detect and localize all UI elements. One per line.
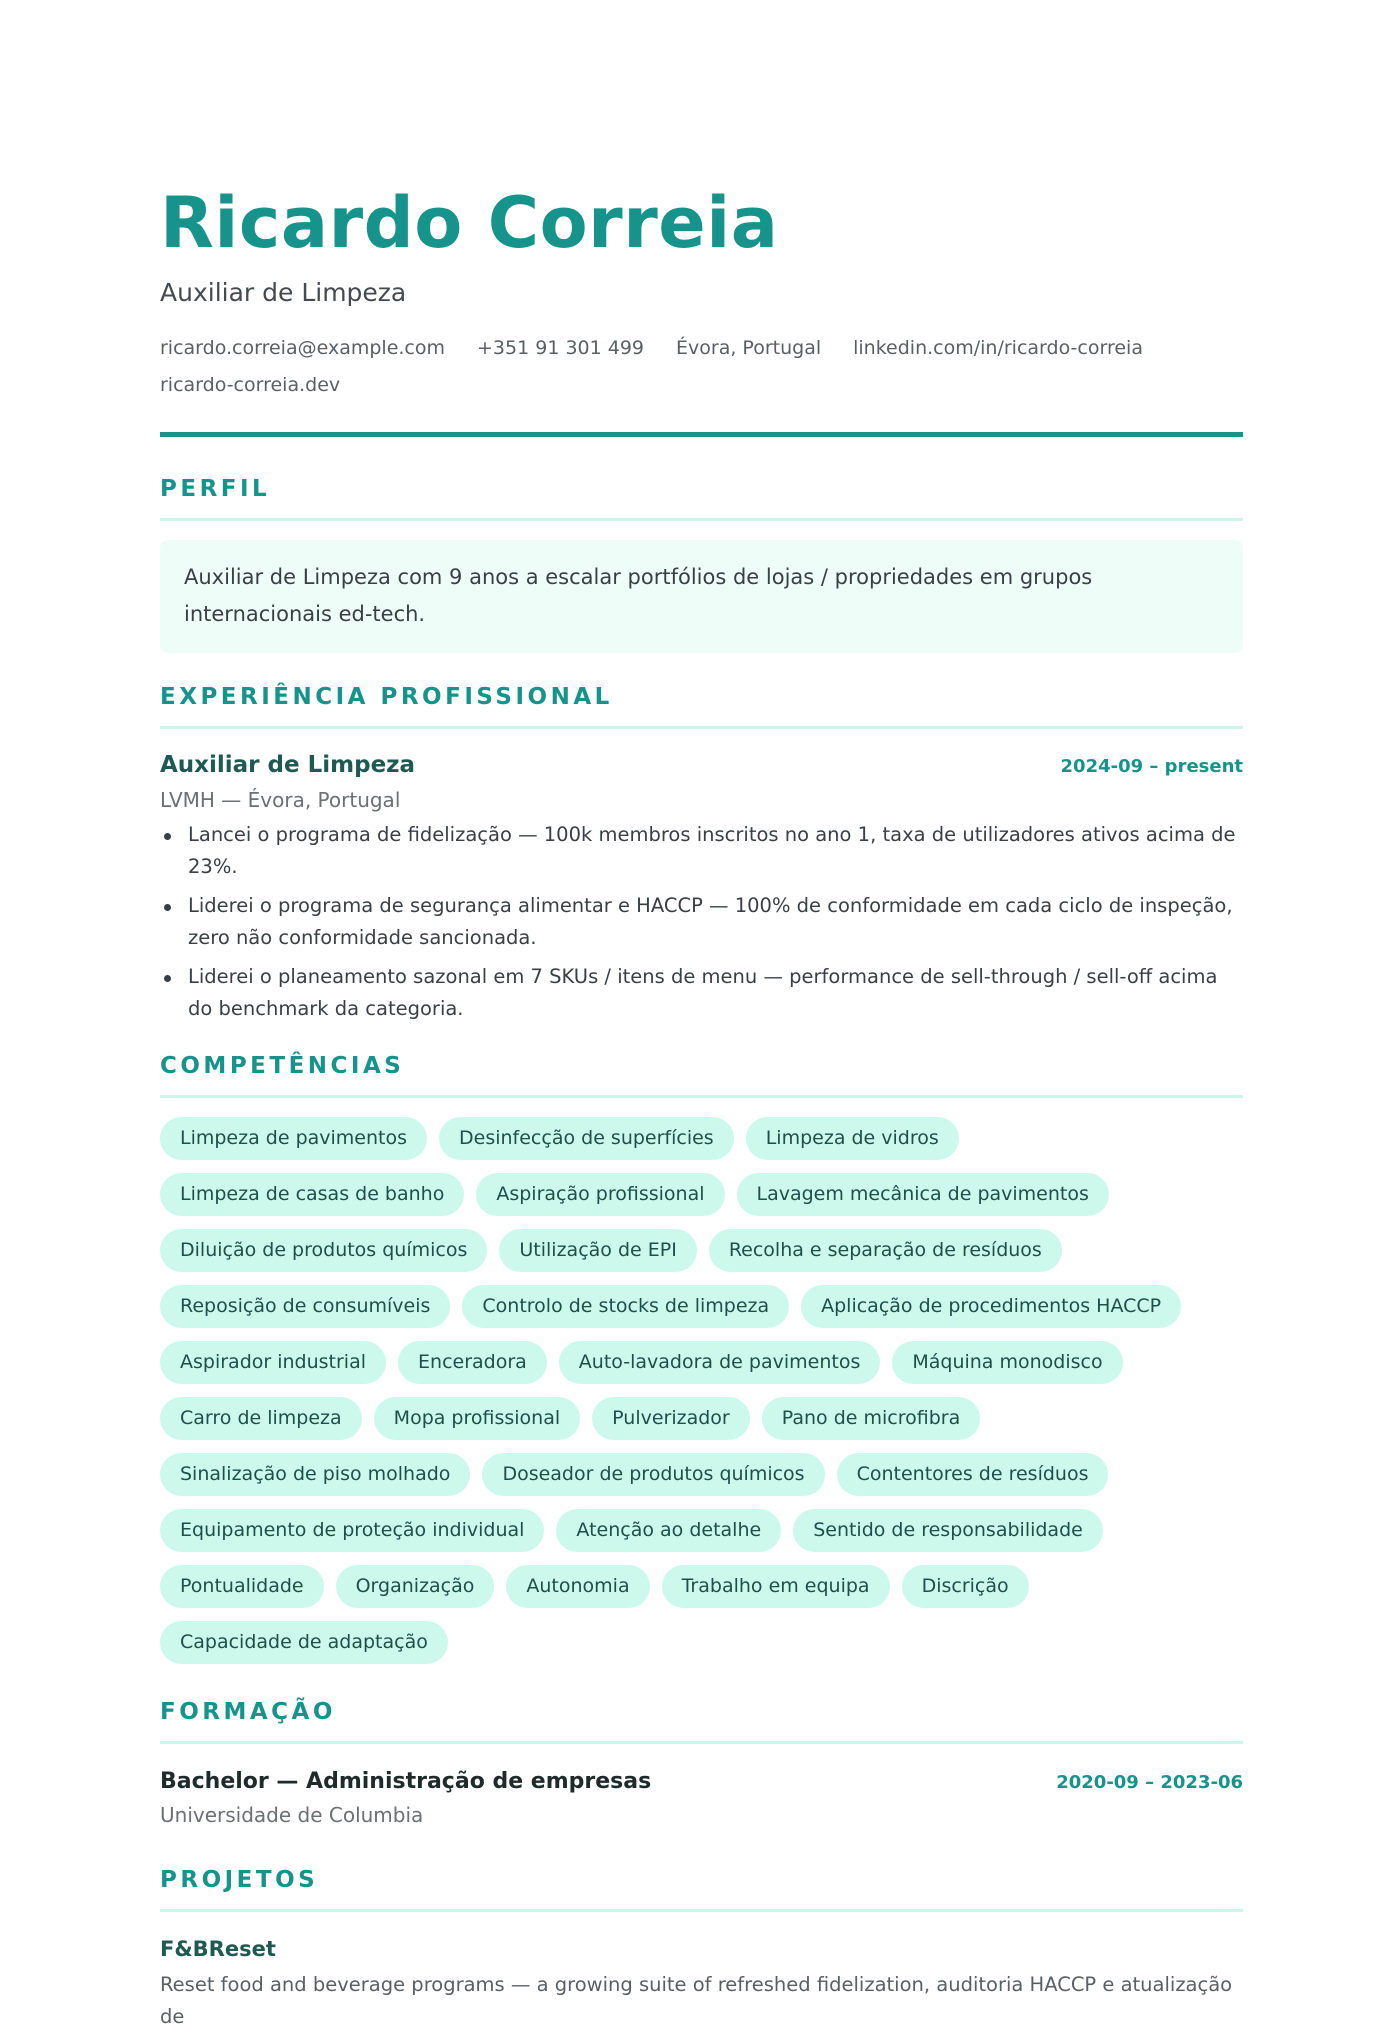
school-name: Universidade de Columbia xyxy=(160,1803,424,1827)
education-heading: FORMAÇÃO xyxy=(160,1699,336,1725)
candidate-name: Ricardo Correia xyxy=(160,182,779,264)
skill-chip: Doseador de produtos químicos xyxy=(482,1453,824,1496)
education-header xyxy=(160,1767,1243,1797)
skill-chip: Pontualidade xyxy=(160,1565,324,1608)
skill-chip: Enceradora xyxy=(398,1341,547,1384)
resume-header xyxy=(160,180,1243,437)
skill-chip: Sinalização de piso molhado xyxy=(160,1453,470,1496)
skill-chip: Aplicação de procedimentos HACCP xyxy=(801,1285,1181,1328)
skill-chip: Autonomia xyxy=(506,1565,649,1608)
section-divider xyxy=(160,726,1243,729)
project-description: Reset food and beverage programs — a growing suite of refreshed fidelization, auditoria HACCP e atualização de xyxy=(160,1973,1233,2028)
skill-chip: Auto-lavadora de pavimentos xyxy=(559,1341,881,1384)
skill-chip: Limpeza de casas de banho xyxy=(160,1173,464,1216)
resume-content xyxy=(160,180,1243,2033)
projects-section xyxy=(160,1865,1243,2033)
skill-chip: Mopa profissional xyxy=(374,1397,580,1440)
skill-chip: Utilização de EPI xyxy=(499,1229,696,1272)
contact-linkedin[interactable]: linkedin.com/in/ricardo-correia xyxy=(853,337,1143,359)
projects-heading: PROJETOS xyxy=(160,1867,319,1893)
section-divider xyxy=(160,1909,1243,1912)
skill-chip: Sentido de responsabilidade xyxy=(793,1509,1103,1552)
skills-section xyxy=(160,1051,1243,1664)
degree-title: Bachelor — Administração de empresas xyxy=(160,1769,652,1794)
education-entry xyxy=(160,1767,1243,1830)
skill-chip: Limpeza de pavimentos xyxy=(160,1117,427,1160)
bullet-dot-icon xyxy=(164,975,171,982)
profile-heading: PERFIL xyxy=(160,476,271,502)
project-name: F&BReset xyxy=(160,1937,276,1961)
skill-chip: Atenção ao detalhe xyxy=(556,1509,781,1552)
skill-chip: Pano de microfibra xyxy=(762,1397,980,1440)
contact-phone[interactable]: +351 91 301 499 xyxy=(477,337,645,359)
achievement-text: Lancei o programa de fidelização — 100k membros inscritos no ano 1, taxa de utilizadores ativos acima de 23%. xyxy=(188,823,1236,878)
skill-chip: Controlo de stocks de limpeza xyxy=(462,1285,789,1328)
skill-chip-list xyxy=(160,1117,1243,1664)
job-achievements xyxy=(160,819,1243,1025)
education-section xyxy=(160,1697,1243,1830)
contact-location: Évora, Portugal xyxy=(676,337,822,359)
education-dates: 2020-09 – 2023-06 xyxy=(1056,1772,1243,1793)
job-header xyxy=(160,749,1243,781)
skill-chip: Recolha e separação de resíduos xyxy=(709,1229,1062,1272)
skill-chip: Contentores de resíduos xyxy=(837,1453,1109,1496)
profile-section xyxy=(160,474,1243,653)
job-company-location: LVMH — Évora, Portugal xyxy=(160,788,401,812)
section-divider xyxy=(160,1095,1243,1098)
achievement-text: Liderei o planeamento sazonal em 7 SKUs / itens de menu — performance de sell-through / sell-off acima do benchmark da categoria. xyxy=(188,965,1218,1020)
skill-chip: Discrição xyxy=(902,1565,1029,1608)
skill-chip: Pulverizador xyxy=(592,1397,750,1440)
header-divider xyxy=(160,432,1243,437)
job-title: Auxiliar de Limpeza xyxy=(160,752,416,778)
section-divider xyxy=(160,1741,1243,1744)
experience-section xyxy=(160,682,1243,1025)
job-entry xyxy=(160,749,1243,1025)
job-dates: 2024-09 – present xyxy=(1060,756,1243,777)
contact-website[interactable]: ricardo-correia.dev xyxy=(160,374,341,396)
skill-chip: Organização xyxy=(336,1565,495,1608)
achievement-item xyxy=(160,890,1243,954)
skill-chip: Trabalho em equipa xyxy=(662,1565,890,1608)
skill-chip: Aspirador industrial xyxy=(160,1341,386,1384)
skill-chip: Capacidade de adaptação xyxy=(160,1621,448,1664)
skill-chip: Aspiração profissional xyxy=(476,1173,724,1216)
achievement-text: Liderei o programa de segurança alimentar e HACCP — 100% de conformidade em cada ciclo de inspeção, zero não conformidade sancionada. xyxy=(188,894,1233,949)
skill-chip: Reposição de consumíveis xyxy=(160,1285,450,1328)
project-entry xyxy=(160,1934,1243,2033)
skills-heading: COMPETÊNCIAS xyxy=(160,1053,405,1079)
skill-chip: Lavagem mecânica de pavimentos xyxy=(737,1173,1109,1216)
achievement-item xyxy=(160,961,1243,1025)
section-divider xyxy=(160,518,1243,521)
skill-chip: Carro de limpeza xyxy=(160,1397,362,1440)
contact-email[interactable]: ricardo.correia@example.com xyxy=(160,337,445,359)
skill-chip: Diluição de produtos químicos xyxy=(160,1229,487,1272)
skill-chip: Limpeza de vidros xyxy=(746,1117,959,1160)
experience-heading: EXPERIÊNCIA PROFISSIONAL xyxy=(160,684,613,710)
bullet-dot-icon xyxy=(164,904,171,911)
profile-summary: Auxiliar de Limpeza com 9 anos a escalar portfólios de lojas / propriedades em grupos internacionais ed-tech. xyxy=(160,540,1243,653)
skill-chip: Equipamento de proteção individual xyxy=(160,1509,544,1552)
candidate-role: Auxiliar de Limpeza xyxy=(160,278,407,307)
skill-chip: Desinfecção de superfícies xyxy=(439,1117,734,1160)
bullet-dot-icon xyxy=(164,833,171,840)
skill-chip: Máquina monodisco xyxy=(892,1341,1122,1384)
achievement-item xyxy=(160,819,1243,883)
contact-list xyxy=(160,330,1243,404)
